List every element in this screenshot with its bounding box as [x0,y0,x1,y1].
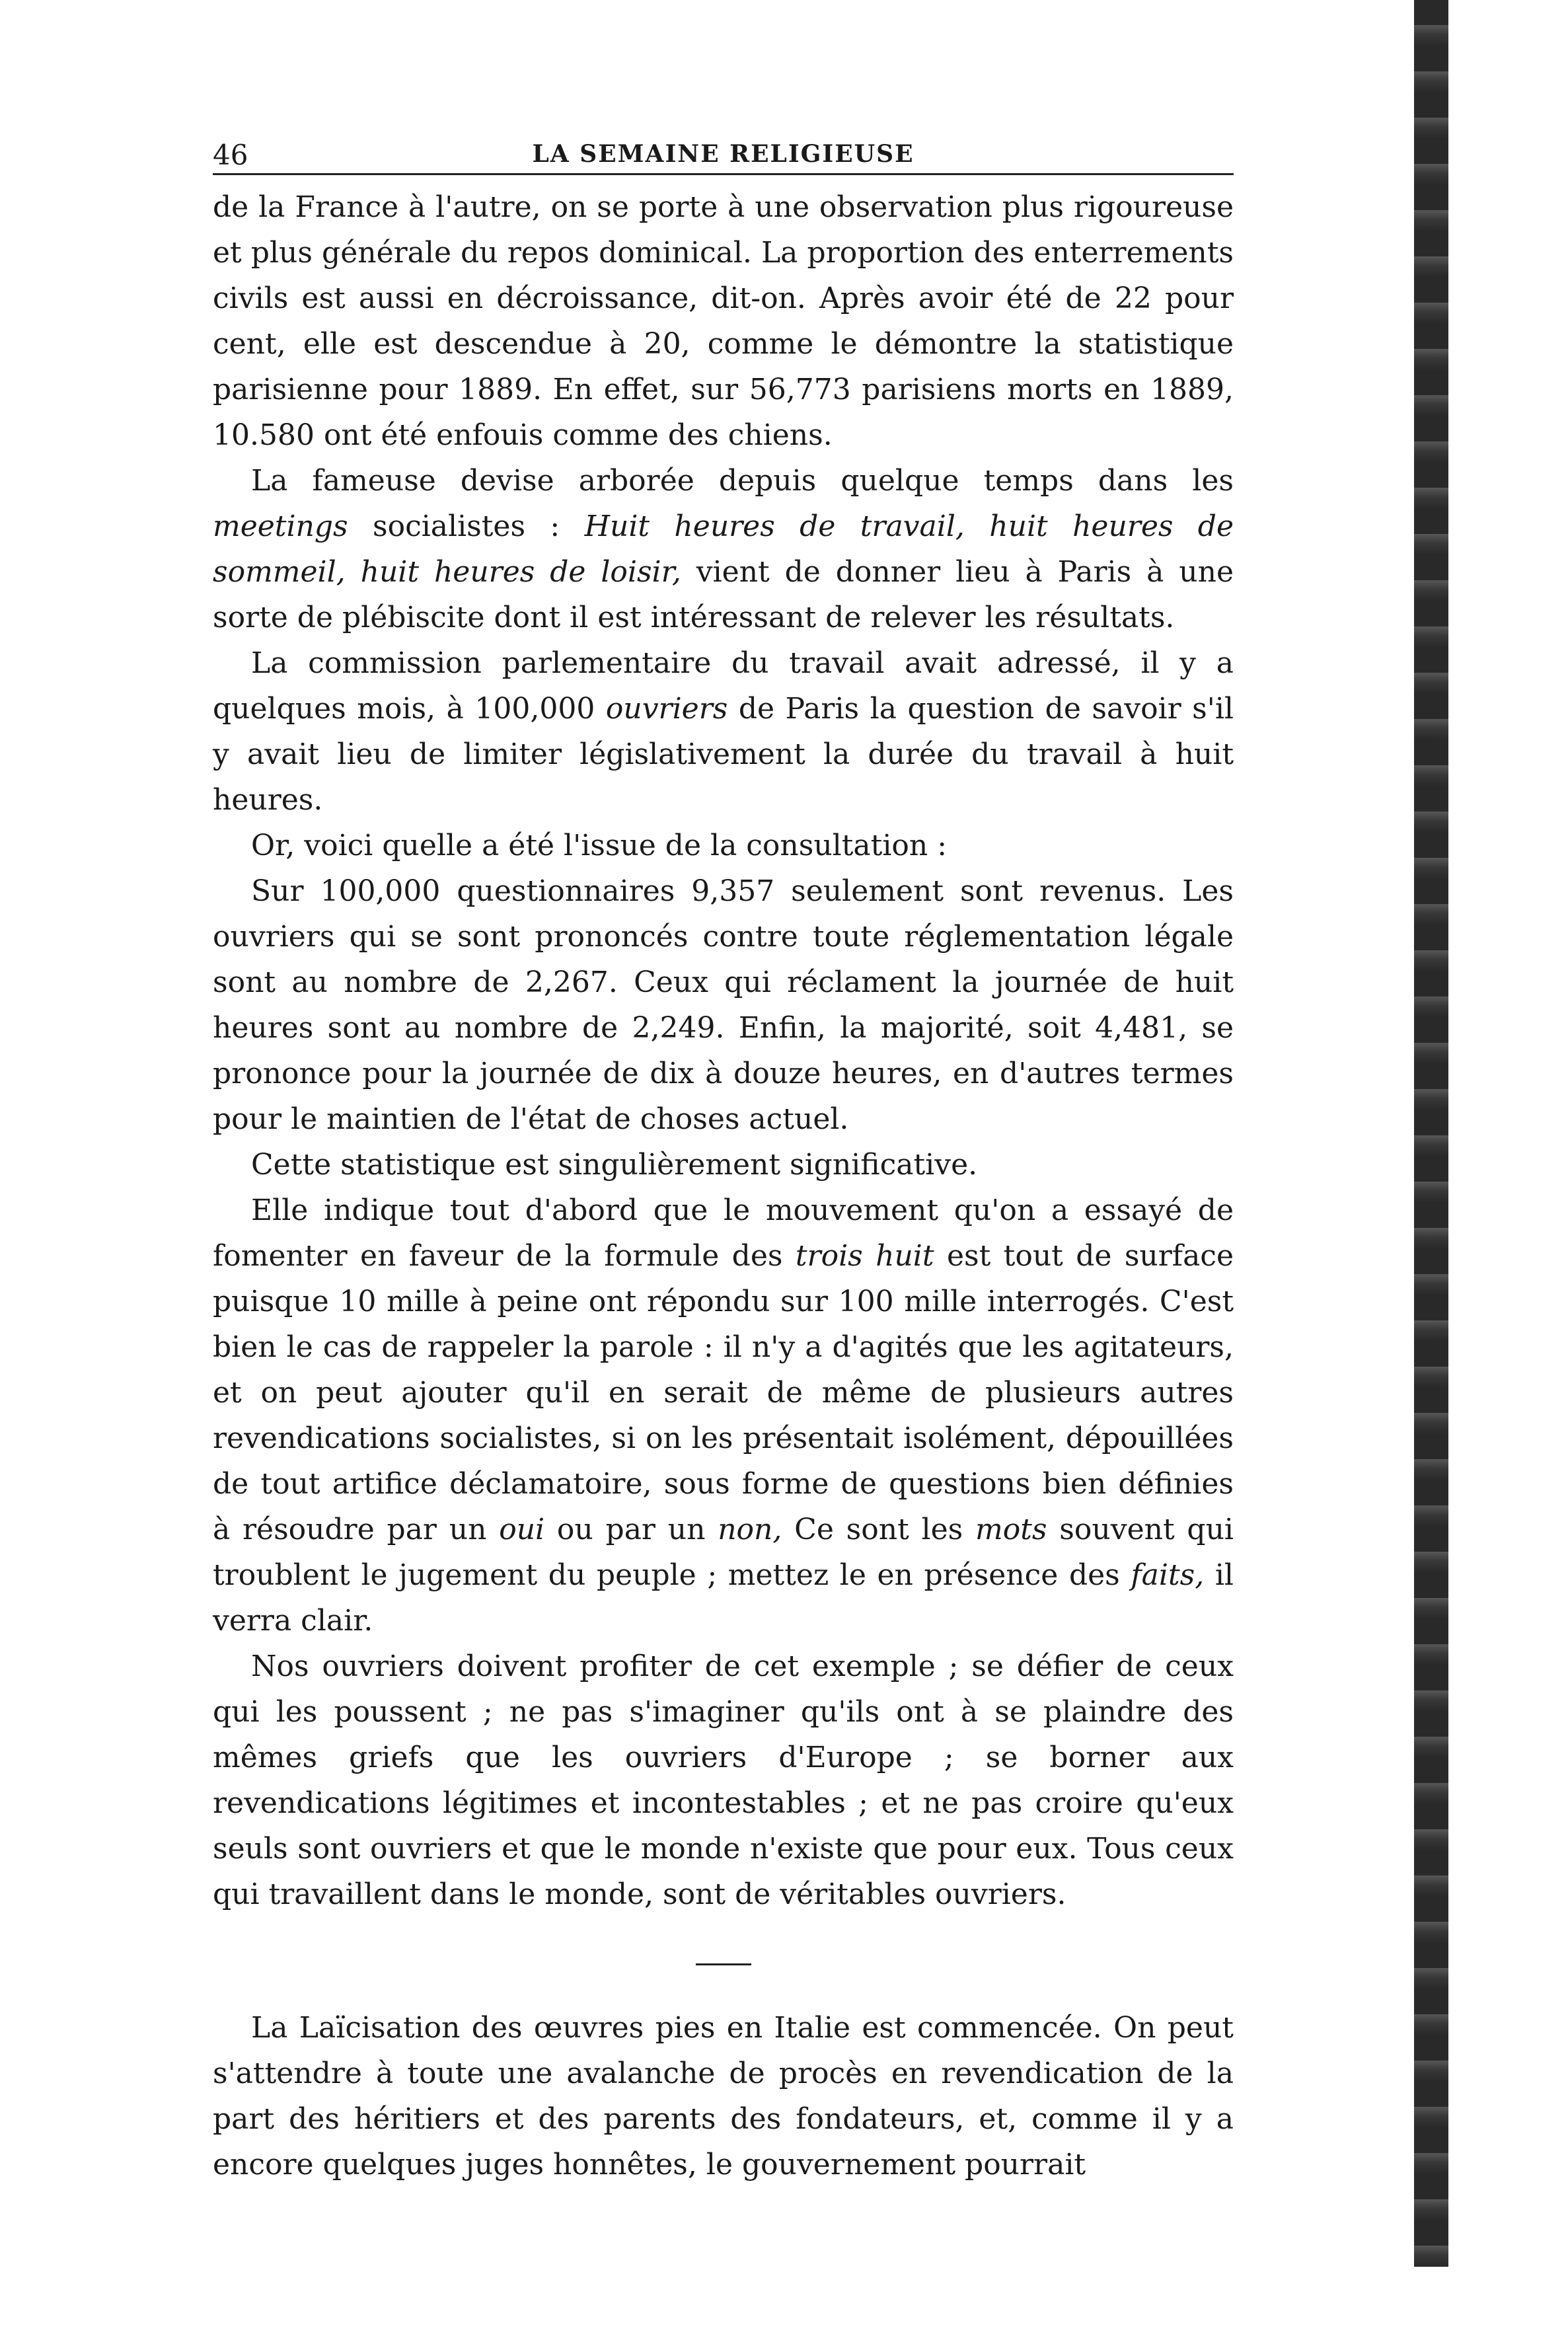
body-text [213,184,1234,2187]
paragraph-statistique: Cette statistique est singulièrement significative. [251,1148,978,1182]
italic-run: oui [499,1513,545,1546]
paragraph-resultats: Sur 100,000 questionnaires 9,357 seulement sont revenus. Les ouvriers qui se sont prononcés contre toute réglementation légale sont au nombre de 2,267. Ceux qui réclament la journée de huit heures sont au nombre de 2,249. Enfin, la majorité, soit 4,481, se prononce pour la journée de dix à douze heures, en d'autres termes pour le maintien de l'état de choses actuel. [213,874,1234,1136]
text-run: Elle indique tout d'abord que le mouvement qu'on a essayé de fomenter en faveur de la formule des [213,1194,1234,1273]
text-run: de Paris la question de savoir s'il y avait lieu de limiter législativement la durée du travail à huit heures. [213,692,1234,817]
italic-run: Huit heures de travail, huit heures de sommeil, huit heures de loisir, [213,510,1234,589]
text-run: vient de donner lieu à Paris à une sorte de plébiscite dont il est intéressant de relever les résultats. [213,555,1234,634]
text-run: souvent qui troublent le jugement du peuple ; mettez le en présence des [213,1513,1234,1592]
paragraph-commission-travail [213,640,1234,823]
text-run: Ce sont les [782,1513,976,1546]
running-title: LA SEMAINE RELIGIEUSE [532,140,915,168]
italic-run: mots [975,1513,1047,1546]
paragraph-issue-consultation: Or, voici quelle a été l'issue de la consultation : [251,829,948,862]
paragraph-devise-socialiste [213,458,1234,640]
text-run: La fameuse devise arborée depuis quelque temps dans les [251,464,1234,498]
page-binding-edge [1414,0,1448,2267]
text-run: il verra clair. [213,1558,1234,1638]
italic-run: ouvriers [605,692,728,726]
book-page [213,126,1234,2187]
text-run: ou par un [544,1513,718,1546]
text-run: La commission parlementaire du travail avait adressé, il y a quelques mois, à 100,000 [213,646,1234,726]
italic-run: non, [718,1513,782,1546]
paragraph-nos-ouvriers: Nos ouvriers doivent profiter de cet exemple ; se défier de ceux qui les poussent ; ne pas s'imaginer qu'ils ont à se plaindre des mêmes griefs que les ouvriers d'Europe ; se borner aux revendications légitimes et incontestables ; et ne pas croire qu'eux seuls sont ouvriers et que le monde n'existe que pour eux. Tous ceux qui travaillent dans le monde, sont de véritables ouvriers. [213,1650,1234,1911]
page-number: 46 [213,139,248,171]
paragraph-repos-dominical: de la France à l'autre, on se porte à une observation plus rigoureuse et plus générale du repos dominical. La proportion des enterrements civils est aussi en décroissance, dit-on. Après avoir été de 22 pour cent, elle est descendue à 20, comme le démontre la statistique parisienne pour 1889. En effet, sur 56,773 parisiens morts en 1889, 10.580 ont été enfouis comme des chiens. [213,190,1234,452]
section-divider [696,1963,751,1965]
italic-run: trois huit [795,1239,934,1273]
italic-run: faits, [1131,1558,1205,1592]
running-header [213,126,1234,175]
text-run: socialistes : [348,510,585,543]
paragraph-laicisation: La Laïcisation des œuvres pies en Italie est commencée. On peut s'attendre à toute une avalanche de procès en revendication de la part des héritiers et des parents des fondateurs, et, comme il y a encore quelques juges honnêtes, le gouvernement pourrait [213,2011,1234,2181]
text-run: est tout de surface puisque 10 mille à peine ont répondu sur 100 mille interrogés. C'est bien le cas de rappeler la parole : il n'y a d'agités que les agitateurs, et on peut ajouter qu'il en serait de même de plusieurs autres revendications socialistes, si on les présentait isolément, dépouillées de tout artifice déclamatoire, sous forme de questions bien définies à résoudre par un [213,1239,1234,1546]
italic-run: meetings [213,510,348,543]
paragraph-mouvement [213,1188,1234,1644]
